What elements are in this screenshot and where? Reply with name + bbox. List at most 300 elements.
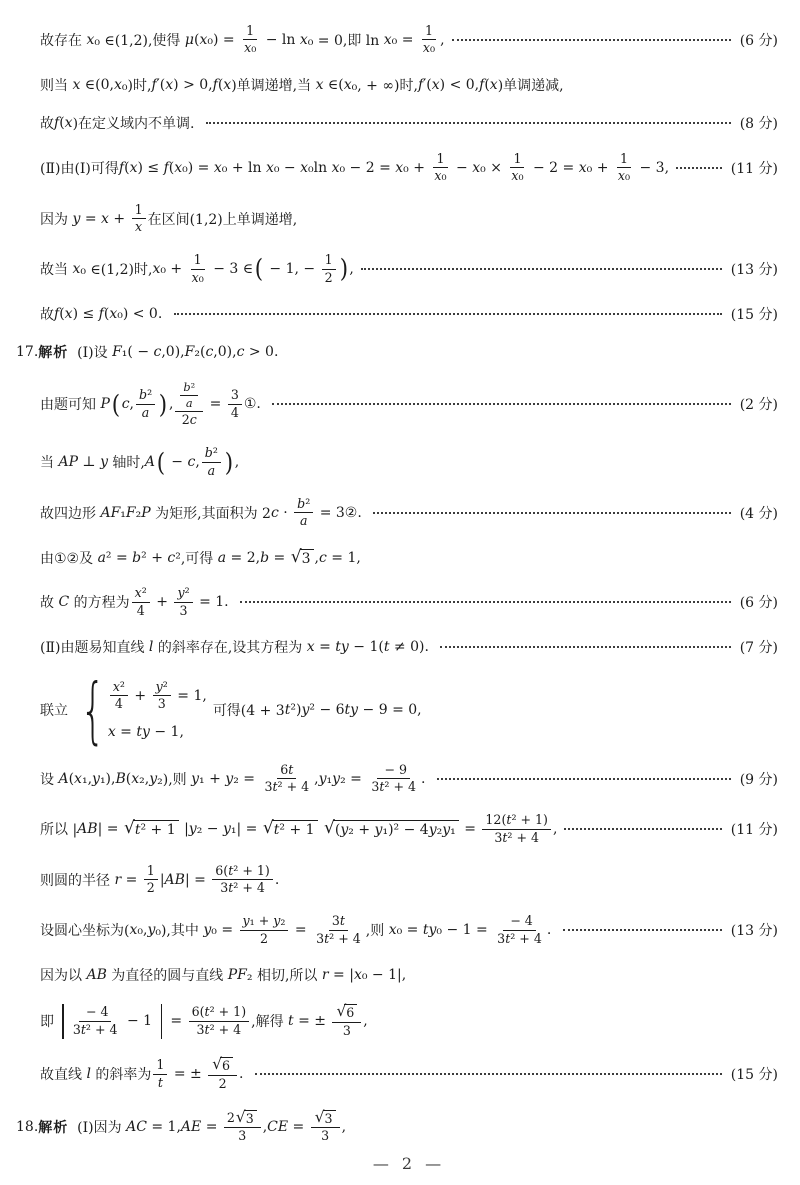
text-run: = 3②.: [315, 504, 367, 521]
solution-line: [40, 1057, 778, 1091]
text-run: ² + 4: [384, 779, 417, 795]
text-run: +: [129, 687, 151, 704]
math-variable: x: [114, 76, 122, 93]
math-fraction: [70, 1005, 121, 1037]
math-variable: x: [300, 159, 308, 176]
math-variable: AC: [126, 1118, 147, 1135]
text-run: 故: [40, 595, 59, 612]
math-variable: c: [167, 549, 176, 566]
text-run: ,0),: [213, 344, 237, 361]
math-variable: y: [301, 701, 310, 718]
math-variable: y: [188, 821, 197, 838]
math-variable: x: [331, 159, 340, 176]
system-row: [108, 724, 184, 740]
radicand: [333, 820, 459, 838]
fraction-numerator: [228, 388, 242, 404]
fraction-denominator: [134, 603, 148, 618]
math-variable: x: [511, 168, 519, 184]
text-run: 当: [40, 455, 59, 472]
text-run: 故: [40, 116, 54, 133]
text-run: ² +: [141, 549, 168, 566]
fraction-numerator: [311, 1107, 340, 1128]
solution-line: [40, 113, 778, 133]
math-variable: CE: [267, 1118, 289, 1135]
math-variable: x: [244, 40, 252, 56]
math-variable: a: [217, 549, 227, 566]
text-run: ₂: [436, 822, 443, 839]
fraction-denominator: [313, 931, 364, 946]
big-paren: ): [224, 447, 233, 477]
text-run: ²: [119, 678, 125, 694]
radical-sign: √: [314, 1107, 325, 1126]
score-label: (11 分): [730, 822, 778, 839]
math-variable: r: [321, 967, 329, 983]
text-run: − 1, −: [264, 261, 320, 278]
fraction-denominator: [205, 463, 219, 478]
text-run: 故存在: [40, 32, 87, 49]
math-variable: y: [428, 822, 437, 839]
text-run: ,: [552, 821, 558, 838]
math-variable: c: [270, 504, 279, 521]
fraction-denominator: [368, 779, 419, 794]
math-sqrt: [314, 1107, 336, 1126]
solution-line: [40, 637, 778, 657]
fraction-numerator: [243, 24, 257, 40]
score-label: (4 分): [739, 505, 778, 522]
line-content: [40, 203, 297, 235]
radical-sign: √: [290, 546, 302, 567]
math-variable: x: [434, 168, 442, 184]
text-run: ,: [349, 261, 354, 278]
fraction-numerator: [79, 1005, 112, 1021]
math-variable: x: [191, 269, 199, 285]
text-run: ₂,: [139, 770, 150, 787]
math-variable: t: [383, 638, 390, 655]
text-run: ₂ +: [348, 822, 375, 839]
text-run: 故四边形: [40, 505, 101, 522]
math-variable: x: [489, 76, 498, 93]
text-run: − ln: [261, 31, 300, 48]
math-variable: x: [431, 76, 440, 93]
math-variable: t: [134, 822, 141, 839]
math-variable: x: [383, 31, 392, 48]
text-run: ₁,: [81, 770, 93, 787]
dot-leader: [440, 646, 730, 648]
math-variable: f: [151, 76, 157, 93]
text-run: 12(: [485, 812, 507, 828]
text-run: 4: [136, 602, 145, 618]
text-run: 1: [193, 252, 202, 268]
fraction-numerator: [377, 763, 410, 779]
text-run: 3: [324, 1110, 333, 1126]
math-fraction: [180, 381, 198, 410]
math-variable: t: [505, 930, 511, 946]
line-content: [40, 381, 265, 428]
fraction-numerator: [202, 446, 221, 462]
math-fraction: [144, 864, 158, 896]
text-run: ²: [305, 495, 311, 511]
fraction-denominator: [494, 931, 545, 946]
text-run: ² + 4: [233, 880, 265, 896]
fraction-denominator: [491, 830, 542, 845]
math-fraction: [311, 1107, 340, 1144]
math-fraction: [508, 152, 526, 184]
text-run: ₀ +: [586, 159, 613, 176]
solution-line: [40, 586, 778, 618]
fraction-numerator: [329, 914, 348, 930]
math-variable: x: [353, 967, 362, 983]
text-run: 1: [324, 252, 333, 268]
math-variable: A: [144, 454, 156, 471]
score-label: (2 分): [739, 397, 778, 414]
math-variable: b: [139, 387, 148, 403]
text-run: 6(: [215, 862, 229, 878]
text-run: +: [108, 210, 130, 227]
solution-line: [40, 813, 778, 845]
fraction-numerator: [294, 497, 313, 513]
text-run: ₀: [430, 40, 436, 56]
text-run: )单调递减,: [497, 77, 564, 94]
text-run: 3: [497, 930, 506, 946]
text-run: ₀ln: [308, 159, 332, 176]
fraction-numerator: [332, 1004, 361, 1022]
text-run: − 4: [81, 1004, 109, 1020]
radical-sign: √: [235, 1107, 246, 1126]
fraction-denominator: [155, 1075, 166, 1090]
math-variable: t: [284, 701, 291, 718]
math-variable: t: [204, 1004, 210, 1020]
text-run: ·: [278, 504, 293, 521]
text-run: ² + 4: [85, 1021, 118, 1037]
system-row: [108, 680, 207, 712]
big-paren: (: [111, 389, 120, 419]
text-run: 设圆心坐标为(: [40, 923, 130, 940]
solution-line: [40, 381, 778, 428]
math-fraction: [241, 24, 259, 56]
fraction-numerator: [175, 381, 203, 412]
math-variable: AE: [180, 1118, 202, 1135]
text-run: (Ⅰ)设: [68, 345, 113, 362]
dot-leader: [373, 512, 730, 514]
math-variable: c: [187, 454, 196, 471]
line-content: [40, 1004, 368, 1039]
abs-bar: [161, 1004, 162, 1039]
math-variable: F: [112, 344, 122, 361]
text-run: ² + 4: [209, 1021, 242, 1037]
math-sqrt: [263, 820, 318, 838]
math-variable: t: [324, 930, 330, 946]
solution-line: [40, 75, 778, 95]
score-label: (7 分): [739, 639, 778, 656]
text-run: =: [314, 638, 336, 655]
fraction-numerator: [153, 1058, 167, 1074]
text-run: 2: [218, 1075, 227, 1091]
math-fraction: [368, 763, 419, 795]
text-run: 3: [196, 1021, 205, 1037]
math-variable: ty: [422, 922, 437, 939]
math-variable: x: [343, 76, 352, 93]
text-run: ₀ − 1 =: [436, 922, 493, 939]
text-run: ,0),: [161, 344, 185, 361]
abs-bar: [62, 1004, 63, 1039]
text-run: .: [239, 1066, 248, 1083]
text-run: − 1,: [149, 723, 184, 740]
text-run: (: [217, 76, 224, 93]
math-variable: y: [149, 770, 158, 787]
text-run: ₀ ∈(1,2)时,: [80, 262, 153, 279]
math-sqrt: [235, 1107, 257, 1126]
dot-leader: [676, 167, 722, 169]
math-variable: y: [442, 822, 451, 839]
text-run: ₀ =: [391, 31, 418, 48]
text-run: 的方程为: [69, 595, 130, 612]
system-brace-icon: {: [80, 667, 106, 752]
fraction-denominator: [322, 270, 336, 285]
dot-leader: [255, 1073, 722, 1075]
text-run: ∈(0,: [80, 76, 114, 93]
math-variable: y: [242, 913, 250, 929]
text-run: − 3,: [635, 159, 670, 176]
text-run: 1: [146, 862, 155, 878]
line-content: [16, 1107, 347, 1144]
fraction-numerator: [322, 253, 336, 269]
radicand: [344, 1004, 357, 1020]
math-variable: b: [297, 495, 306, 511]
math-variable: c: [236, 344, 245, 361]
line-content: [40, 152, 669, 184]
text-run: =: [121, 871, 142, 888]
fraction-numerator: [510, 152, 524, 168]
fraction-denominator: [257, 931, 271, 946]
text-run: ₀ ∈(1,2),使得: [94, 32, 185, 49]
radicand: [244, 1110, 257, 1126]
text-run: 6(: [191, 1004, 205, 1020]
text-run: ₀) =: [207, 31, 240, 48]
math-variable: b: [183, 380, 191, 395]
fraction-numerator: [132, 203, 146, 219]
math-variable: x: [86, 31, 95, 48]
math-fraction: [189, 1005, 250, 1037]
dot-leader: [361, 268, 722, 270]
text-run: ) < 0,: [439, 76, 480, 93]
math-variable: x: [265, 159, 274, 176]
math-variable: y: [147, 922, 156, 939]
solution-line: [40, 548, 778, 568]
math-variable: x: [306, 638, 315, 655]
text-run: (: [168, 159, 175, 176]
fraction-denominator: [179, 412, 200, 427]
text-run: [319, 821, 323, 837]
math-variable: x: [578, 159, 587, 176]
dot-leader: [563, 929, 722, 931]
text-run: ①.: [243, 396, 266, 413]
text-run: =: [115, 723, 137, 740]
math-variable: f: [417, 76, 424, 93]
text-run: ₀)时,: [121, 77, 152, 94]
math-variable: a: [97, 549, 106, 566]
math-variable: t: [157, 1074, 163, 1090]
text-run: = 2,: [226, 549, 261, 566]
text-run: ₀ −: [273, 159, 301, 176]
text-run: ₁ +: [249, 913, 274, 929]
text-run: ² + 4: [329, 930, 361, 946]
dot-leader: [272, 403, 730, 405]
line-content: [40, 763, 430, 795]
fraction-denominator: [189, 270, 207, 285]
text-run: ,: [234, 454, 240, 471]
system-rows: [108, 680, 207, 740]
text-run: 由题可知: [40, 397, 101, 414]
text-run: ²,可得: [175, 550, 218, 567]
math-variable: F: [125, 504, 136, 521]
text-run: 为矩形,其面积为 2: [150, 505, 271, 522]
math-variable: y: [100, 454, 108, 471]
text-run: ₂ =: [233, 770, 260, 787]
text-run: (: [124, 159, 130, 176]
math-fraction: [322, 253, 336, 285]
fraction-denominator: [431, 168, 449, 183]
fraction-numerator: [277, 763, 296, 779]
solution-line: [40, 446, 778, 478]
text-run: ,: [314, 549, 319, 566]
math-variable: y: [191, 770, 200, 787]
fraction-numerator: [136, 388, 155, 404]
text-run: | =: [184, 871, 211, 888]
text-run: =: [290, 922, 312, 939]
line-content: [40, 253, 354, 285]
fraction-numerator: [422, 24, 436, 40]
text-run: = 1,: [326, 549, 361, 566]
math-variable: a: [299, 513, 308, 529]
text-run: ₀: [518, 168, 524, 184]
text-run: −: [166, 454, 188, 471]
text-run: 2: [146, 880, 155, 896]
math-variable: x: [388, 922, 397, 939]
text-run: ² + 4: [510, 930, 542, 946]
math-variable: f: [163, 159, 169, 176]
text-run: 18.: [16, 1118, 39, 1135]
big-paren: (: [156, 447, 166, 477]
line-content: [40, 75, 564, 95]
text-run: ₁ +: [199, 770, 226, 787]
math-fraction: [261, 763, 312, 795]
math-variable: AF: [100, 504, 121, 521]
solution-line: [40, 24, 778, 56]
math-variable: x: [213, 159, 222, 176]
math-variable: t: [80, 1021, 86, 1037]
bold-label: 解析: [38, 345, 69, 362]
solution-line: [40, 763, 778, 795]
text-run: 6: [222, 1058, 231, 1074]
radical-sign: √: [324, 818, 335, 839]
text-run: (: [103, 305, 110, 322]
fraction-numerator: [433, 152, 447, 168]
math-variable: x: [223, 76, 232, 93]
text-run: ₀) =: [182, 159, 214, 176]
text-run: ₀),其中: [155, 923, 204, 940]
text-run: | =: [97, 821, 123, 838]
math-variable: x: [109, 305, 118, 322]
line-content: [40, 446, 239, 478]
fraction-denominator: [216, 1076, 230, 1091]
math-variable: x: [395, 159, 404, 176]
solution-line: [40, 914, 778, 946]
big-paren: (: [254, 254, 264, 284]
text-run: 由①②及: [40, 550, 98, 567]
text-run: = ±: [169, 1066, 207, 1083]
text-run: ₂),则: [157, 771, 192, 788]
math-fraction: [420, 24, 438, 56]
text-run: ,: [363, 1013, 368, 1030]
solution-line: [40, 203, 778, 235]
fraction-denominator: [177, 603, 191, 618]
text-run: 3: [179, 602, 188, 618]
text-run: ₀ − 2 =: [339, 159, 396, 176]
radical-sign: √: [212, 1055, 223, 1074]
line-content: [40, 24, 445, 56]
math-variable: AB: [86, 967, 107, 983]
fraction-denominator: [615, 168, 633, 183]
math-variable: l: [148, 638, 154, 655]
text-run: = 1,: [146, 1118, 181, 1135]
text-run: 故直线: [40, 1067, 87, 1084]
text-run: ₀: [198, 269, 204, 285]
text-run: )在定义域内不单调.: [72, 116, 199, 133]
text-run: ²: [141, 585, 147, 601]
math-variable: ty: [344, 701, 359, 718]
text-run: 联立: [40, 702, 68, 719]
text-run: ₀: [441, 168, 447, 184]
math-variable: F: [184, 344, 195, 361]
text-run: 的斜率存在,设其方程为: [153, 639, 307, 656]
text-run: ₀ − 1|,: [361, 967, 407, 983]
text-run: = ±: [293, 1013, 331, 1030]
math-fraction: [332, 1004, 361, 1038]
fraction-numerator: [617, 152, 631, 168]
solution-line: [40, 864, 778, 896]
text-run: |: [159, 871, 165, 888]
fraction-denominator: [183, 396, 196, 410]
math-variable: P: [100, 396, 110, 413]
text-run: 3: [316, 930, 325, 946]
score-label: (8 分): [739, 116, 778, 133]
text-run: .: [421, 770, 430, 787]
fraction-denominator: [228, 405, 242, 420]
text-run: ,则: [365, 923, 389, 940]
math-variable: x: [135, 219, 143, 235]
text-run: ′(: [156, 76, 166, 93]
math-variable: y: [155, 678, 163, 694]
fraction-denominator: [241, 40, 259, 55]
text-run: ² − 6: [309, 701, 345, 718]
text-run: ) ≤: [72, 305, 99, 322]
text-run: =: [80, 210, 102, 227]
text-run: ₀: [251, 40, 257, 56]
fraction-numerator: [212, 864, 273, 880]
text-run: − 1(: [348, 638, 384, 655]
text-run: +: [151, 594, 173, 611]
math-variable: x: [72, 261, 81, 278]
text-run: ₀ +: [160, 261, 187, 278]
text-run: 所以 |: [40, 822, 78, 839]
fraction-numerator: [153, 680, 171, 696]
math-variable: x: [101, 210, 109, 227]
fraction-numerator: [208, 1057, 237, 1075]
text-run: − 4: [506, 913, 533, 929]
text-run: .: [546, 922, 556, 939]
text-run: =: [459, 821, 481, 838]
text-run: 3: [238, 1128, 247, 1144]
